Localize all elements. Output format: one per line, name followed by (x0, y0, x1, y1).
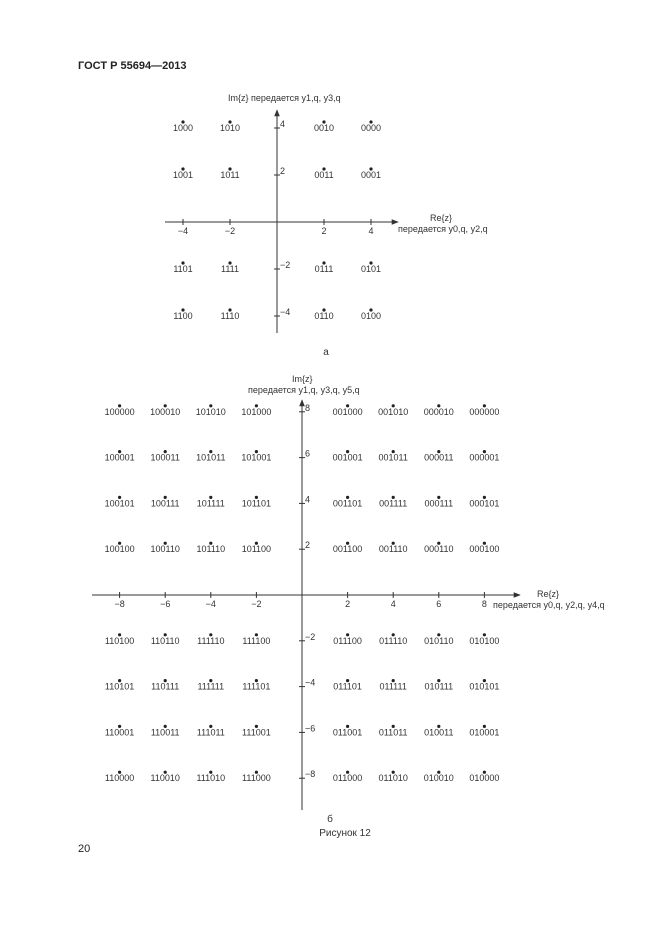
point-label: 0001 (360, 170, 382, 180)
point-label: 110011 (150, 727, 180, 738)
point-label: 111000 (242, 773, 271, 784)
point-label: 100000 (104, 406, 135, 417)
point-label: 001011 (378, 452, 408, 463)
point-label: 110111 (151, 681, 180, 692)
y-tick-label: 4 (305, 494, 311, 505)
point-label: 011110 (379, 635, 408, 646)
point-label: 100101 (104, 498, 135, 509)
panel-label: б (327, 814, 333, 825)
point-label: 111010 (196, 773, 226, 784)
point-label: 111011 (196, 727, 225, 738)
point-label: 1011 (220, 170, 240, 180)
document-header: ГОСТ Р 55694—2013 (78, 60, 187, 72)
y-tick-label: −6 (305, 723, 316, 734)
point-label: 000110 (424, 544, 454, 555)
point-label: 111101 (242, 681, 271, 692)
point-label: 010000 (469, 773, 500, 784)
y-axis-label-2: передается y1,q, y3,q, y5,q (248, 385, 360, 395)
point-label: 010101 (469, 681, 500, 692)
y-axis-label: Im{z} (292, 374, 313, 384)
point-label: 110001 (104, 727, 135, 738)
point-label: 0000 (360, 123, 382, 133)
constellation-64qam (92, 374, 605, 825)
point-label: 010011 (424, 727, 454, 738)
point-label: 0111 (314, 264, 334, 274)
x-tick-label: 4 (368, 226, 374, 236)
point-label: 111100 (242, 635, 271, 646)
point-label: 110010 (150, 773, 180, 784)
point-label: 0010 (313, 123, 335, 133)
point-label: 001111 (379, 498, 408, 509)
point-label: 001101 (332, 498, 363, 509)
point-label: 001110 (378, 544, 408, 555)
x-axis-label: Re{z} (430, 213, 453, 223)
y-tick-label: −4 (305, 677, 316, 688)
point-label: 001000 (332, 406, 363, 417)
point-label: 011010 (378, 773, 408, 784)
point-label: 100110 (150, 544, 180, 555)
x-tick-label: −8 (114, 599, 125, 609)
point-label: 010110 (424, 635, 454, 646)
panel-label: а (323, 347, 329, 358)
point-label: 100001 (104, 452, 135, 463)
point-label: 000111 (424, 498, 454, 509)
x-tick-label: 2 (321, 226, 327, 236)
point-label: 0011 (314, 170, 334, 180)
point-label: 011011 (378, 727, 408, 738)
point-label: 001001 (332, 452, 363, 463)
point-label: 111111 (197, 681, 225, 692)
point-label: 011000 (332, 773, 363, 784)
x-axis-label: Re{z} (537, 589, 560, 599)
point-label: 101100 (241, 544, 272, 555)
page-number: 20 (78, 843, 91, 855)
point-label: 000101 (469, 498, 500, 509)
point-label: 000010 (423, 406, 454, 417)
point-label: 011001 (332, 727, 363, 738)
point-label: 110110 (150, 635, 180, 646)
point-label: 1010 (219, 123, 241, 133)
point-label: 1001 (172, 170, 194, 180)
point-label: 010100 (469, 635, 500, 646)
point-label: 000001 (469, 452, 500, 463)
point-label: 1101 (173, 264, 193, 274)
point-label: 011100 (333, 635, 362, 646)
point-label: 101001 (241, 452, 272, 463)
constellation-16qam (165, 93, 488, 358)
x-tick-label: −6 (160, 599, 171, 609)
point-label: 010111 (424, 681, 454, 692)
x-tick-label: −2 (251, 599, 262, 609)
x-tick-label: 8 (481, 599, 487, 609)
point-label: 000100 (469, 544, 500, 555)
y-tick-label: −2 (305, 631, 316, 642)
point-label: 111110 (197, 635, 225, 646)
y-tick-label: 2 (305, 540, 311, 551)
point-label: 100100 (104, 544, 135, 555)
point-label: 000011 (424, 452, 454, 463)
point-label: 101011 (196, 452, 226, 463)
point-label: 101111 (196, 498, 225, 509)
point-label: 0101 (360, 264, 382, 274)
point-label: 110100 (104, 635, 135, 646)
x-axis-label-2: передается y0,q, y2,q, y4,q (493, 600, 605, 610)
x-tick-label: 2 (345, 599, 351, 609)
y-tick-label: 6 (305, 448, 311, 459)
point-label: 101110 (196, 544, 226, 555)
point-label: 010010 (423, 773, 454, 784)
point-label: 1000 (172, 123, 194, 133)
y-tick-label: 4 (280, 119, 286, 129)
point-label: 1110 (220, 311, 240, 321)
x-tick-label: 4 (390, 599, 396, 609)
point-label: 1100 (173, 311, 193, 321)
point-label: 100111 (150, 498, 180, 509)
point-label: 101000 (241, 406, 272, 417)
x-tick-label: 6 (436, 599, 442, 609)
x-tick-label: −4 (177, 226, 189, 236)
point-label: 010001 (469, 727, 500, 738)
point-label: 0100 (360, 311, 382, 321)
y-tick-label: 2 (280, 166, 286, 176)
point-label: 111001 (242, 727, 271, 738)
point-label: 101101 (241, 498, 272, 509)
point-label: 001010 (378, 406, 409, 417)
point-label: 011101 (333, 681, 362, 692)
y-tick-label: −4 (280, 307, 291, 317)
point-label: 101010 (195, 406, 226, 417)
y-axis-label: Im{z} передается y1,q, y3,q (228, 93, 341, 103)
point-label: 011111 (379, 681, 407, 692)
point-label: 100011 (150, 452, 180, 463)
y-tick-label: −2 (280, 260, 291, 270)
point-label: 1111 (220, 264, 240, 274)
point-label: 0110 (314, 311, 334, 321)
x-tick-label: −2 (224, 226, 236, 236)
point-label: 110000 (104, 773, 135, 784)
point-label: 100010 (150, 406, 181, 417)
point-label: 110101 (104, 681, 135, 692)
point-label: 000000 (469, 406, 500, 417)
figure-caption: Рисунок 12 (319, 828, 371, 839)
y-tick-label: 8 (305, 402, 311, 413)
point-label: 001100 (332, 544, 363, 555)
x-axis-label-2: передается y0,q, y2,q (398, 224, 488, 234)
y-tick-label: −8 (305, 769, 316, 780)
x-tick-label: −4 (205, 599, 216, 609)
